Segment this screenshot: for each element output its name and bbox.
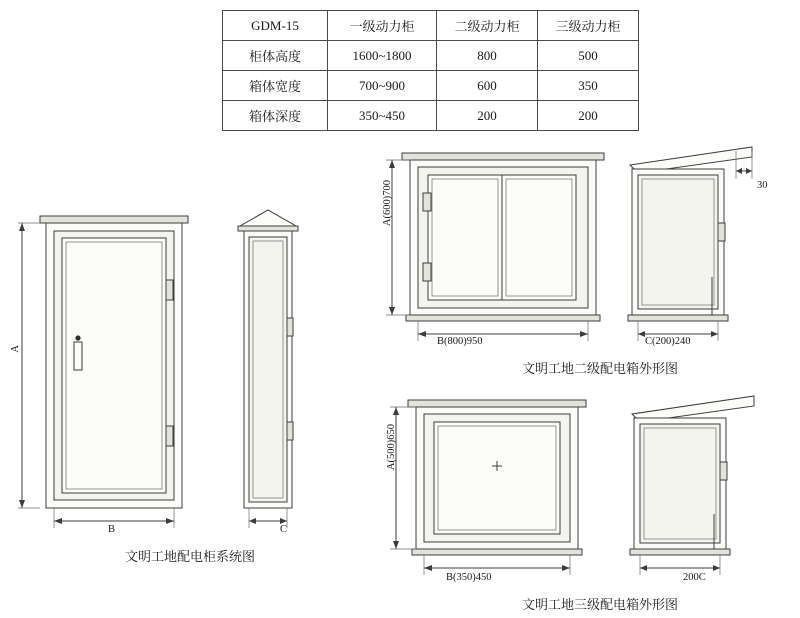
system-height-label: A bbox=[10, 345, 21, 353]
spec-table bbox=[222, 10, 639, 131]
table-row bbox=[223, 71, 639, 101]
table-cell: 350~450 bbox=[328, 101, 437, 131]
table-cell: 箱体宽度 bbox=[223, 71, 328, 101]
system-cabinet-drawing bbox=[0, 190, 360, 550]
level2-depth-label: C(200)240 bbox=[645, 336, 691, 347]
system-figure-caption: 文明工地配电柜系统图 bbox=[124, 549, 255, 564]
table-cell: 三级动力柜 bbox=[538, 11, 639, 41]
level2-height-label: A(600)700 bbox=[382, 180, 393, 227]
table-cell: 一级动力柜 bbox=[328, 11, 437, 41]
level2-top-label: 30 bbox=[757, 180, 768, 191]
table-cell: 200 bbox=[538, 101, 639, 131]
table-row bbox=[223, 101, 639, 131]
table-row bbox=[223, 11, 639, 41]
level3-depth-label: 200C bbox=[683, 572, 706, 583]
level3-box-drawing bbox=[380, 392, 800, 592]
table-cell: 200 bbox=[437, 101, 538, 131]
level3-figure-caption: 文明工地三级配电箱外形图 bbox=[521, 597, 678, 612]
system-depth-label: C bbox=[280, 524, 288, 535]
table-cell: 柜体高度 bbox=[223, 41, 328, 71]
table-cell: 箱体深度 bbox=[223, 101, 328, 131]
table-cell: 700~900 bbox=[328, 71, 437, 101]
table-cell: 500 bbox=[538, 41, 639, 71]
system-width-label: B bbox=[108, 524, 116, 535]
table-cell: 1600~1800 bbox=[328, 41, 437, 71]
level3-height-label: A(500)650 bbox=[386, 424, 397, 471]
table-cell: GDM-15 bbox=[223, 11, 328, 41]
table-cell: 600 bbox=[437, 71, 538, 101]
table-cell: 二级动力柜 bbox=[437, 11, 538, 41]
table-cell: 800 bbox=[437, 41, 538, 71]
level3-width-label: B(350)450 bbox=[446, 572, 492, 583]
level2-width-label: B(800)950 bbox=[437, 336, 483, 347]
table-row bbox=[223, 41, 639, 71]
table-cell: 350 bbox=[538, 71, 639, 101]
level2-figure-caption: 文明工地二级配电箱外形图 bbox=[521, 361, 678, 376]
